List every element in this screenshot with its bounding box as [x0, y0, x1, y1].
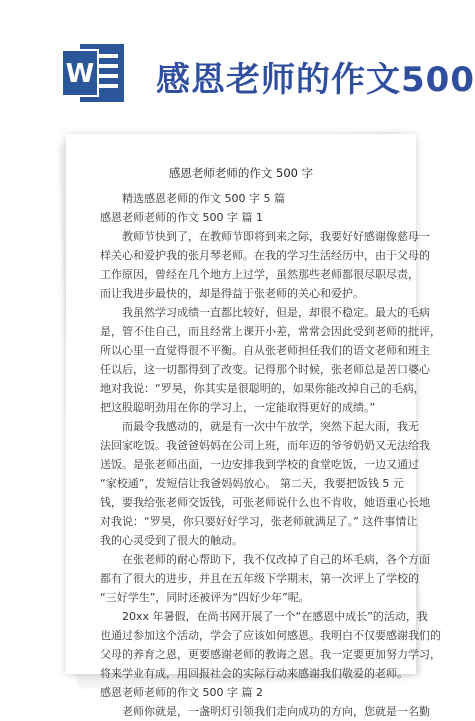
- word-icon-letter: W: [65, 59, 95, 89]
- text-line: 老师你就是，一盏明灯引领我们走向成功的方向，您就是一名勤: [122, 705, 430, 718]
- text-line: 也通过参加这个活动，学会了应该如何感恩。我明白不仅要感谢我们的: [100, 629, 441, 642]
- text-line: 都有了很大的进步，并且在五年级下学期末，第一次评上了学校的: [100, 572, 419, 585]
- document-title: 感恩老师的作文500: [156, 60, 475, 100]
- text-line: 20xx 年暑假，在尚书网开展了一个“在感恩中成长”的活动，我: [122, 610, 428, 623]
- title-banner: [0, 0, 474, 120]
- text-line: 而让我进步最快的，却是得益于张老师的关心和爱护。: [100, 287, 364, 300]
- text-line: 父母的养育之恩，更要感谢老师的教诲之恩。我一定要更加努力学习，: [100, 648, 441, 661]
- document-page: [66, 134, 441, 718]
- document-body: [100, 189, 441, 721]
- text-line: 在张老师的耐心帮助下，我不仅改掉了自己的坏毛病，各个方面: [122, 553, 430, 566]
- text-line: 所以心里一直觉得很不平衡。自从张老师担任我们的语文老师和班主: [100, 344, 430, 357]
- document-content: [100, 164, 441, 721]
- text-line: 送饭。是张老师出面，一边安排我到学校的食堂吃饭，一边又通过: [100, 458, 419, 471]
- text-line: 对我说：“罗昊，你只要好好学习，张老师就满足了。” 这件事情让: [100, 515, 418, 528]
- word-icon: [62, 44, 124, 102]
- text-line: “三好学生”，同时还被评为“四好少年”呢。: [100, 591, 310, 604]
- text-line: 教师节快到了，在教师节即将到来之际，我要好好感谢像慈母一: [122, 230, 430, 243]
- text-line: 把这股聪明劲用在你的学习上，一定能取得更好的成绩。”: [100, 401, 376, 414]
- text-line: 我虽然学习成绩一直都比较好，但是，却很不稳定。最大的毛病: [122, 306, 430, 319]
- text-line: 地对我说：“罗昊，你其实是很聪明的，如果你能改掉自己的毛病，: [100, 382, 425, 395]
- text-line: “家校通”，发短信让我爸妈妈放心。 第二天，我要把饭钱 5 元: [100, 477, 404, 490]
- text-line: 我的心灵受到了很大的触动。: [100, 534, 243, 547]
- text-line: 工作原因，曾经在几个地方上过学，虽然那些老师都很尽职尽责，: [100, 268, 419, 281]
- text-line: 感恩老师老师的作文 500 字 篇 2: [100, 686, 263, 699]
- text-line: 感恩老师老师的作文 500 字 篇 1: [100, 211, 263, 224]
- text-line: 任以后，这一切都得到了改变。记得那个时候，张老师总是苦口婆心: [100, 363, 430, 376]
- text-line: 样关心和爱护我的张月琴老师。在我的学习生活经历中，由于父母的: [100, 249, 430, 262]
- text-line: 是，管不住自己，而且经常上课开小差，常常会因此受到老师的批评，: [100, 325, 441, 338]
- document-heading: 感恩老师老师的作文 500 字: [168, 166, 314, 180]
- text-line: 将来学业有成，用回报社会的实际行动来感谢我们敬爱的老师。: [100, 667, 408, 680]
- text-line: 钱，要我给张老师交饭钱，可张老师说什么也不肯收，她语重心长地: [100, 496, 430, 509]
- text-line: 法回家吃饭。我爸爸妈妈在公司上班，而年迈的爷爷奶奶又无法给我: [100, 439, 430, 452]
- text-line: 精选感恩老师的作文 500 字 5 篇: [122, 192, 285, 205]
- text-line: 而最令我感动的，就是有一次中午放学，突然下起大雨，我无: [122, 420, 419, 433]
